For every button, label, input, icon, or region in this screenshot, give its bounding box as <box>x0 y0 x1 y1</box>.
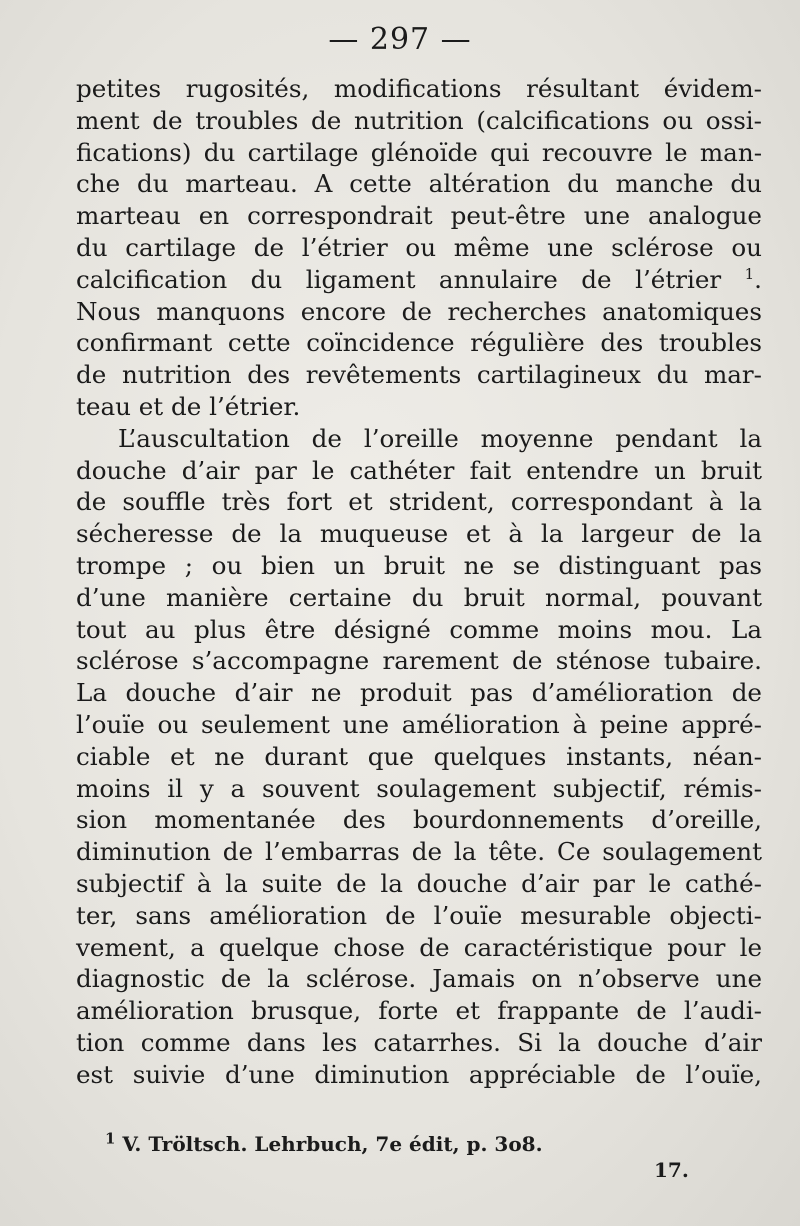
text-line: teau et de l’étrier. <box>76 391 301 421</box>
text-fragment: calcification du ligament annulaire de l’étrier <box>76 264 722 294</box>
punctuation: . <box>754 264 762 294</box>
text-line: ciable et ne durant que quelques instants, néan- <box>76 741 762 771</box>
text-line: confirmant cette coïncidence régulière des troubles <box>76 328 762 358</box>
text-line: fications) du cartilage glénoïde qui recouvre le man- <box>76 137 762 167</box>
text-line-with-note <box>76 264 762 296</box>
text-line: subjectif à la suite de la douche d’air par le cathé- <box>76 868 762 898</box>
text-line: moins il y a souvent soulagement subjectif, rémis- <box>76 773 762 803</box>
text-line: L’auscultation de l’oreille moyenne pendant la <box>118 423 762 453</box>
text-line: diagnostic de la sclérose. Jamais on n’observe une <box>76 964 762 994</box>
text-line: Nous manquons encore de recherches anatomiques <box>76 296 762 326</box>
footnote-text: V. Tröltsch. Lehrbuch, 7e édit, p. 3o8. <box>122 1132 543 1156</box>
text-line: l’ouïe ou seulement une amélioration à peine appré- <box>76 709 762 739</box>
text-line: tout au plus être désigné comme moins mou. La <box>76 614 762 644</box>
footnote-marker: 1 <box>105 1129 116 1148</box>
text-line: amélioration brusque, forte et frappante de l’audi- <box>76 996 762 1026</box>
text-line: tion comme dans les catarrhes. Si la douche d’air <box>76 1027 762 1057</box>
page-number: — 297 — <box>328 22 472 57</box>
text-line: sécheresse de la muqueuse et à la largeur de la <box>76 519 762 549</box>
text-line: ter, sans amélioration de l’ouïe mesurable objecti- <box>76 900 762 930</box>
text-line: ment de troubles de nutrition (calcifications ou ossi- <box>76 105 762 135</box>
text-line: du cartilage de l’étrier ou même une sclérose ou <box>76 232 762 262</box>
text-line: est suivie d’une diminution appréciable de l’ouïe, <box>76 1059 762 1089</box>
text-line: de nutrition des revêtements cartilagineux du mar- <box>76 360 762 390</box>
text-line: marteau en correspondrait peut-être une analogue <box>76 201 762 231</box>
text-line: sclérose s’accompagne rarement de sténose tubaire. <box>76 646 762 676</box>
body-text <box>76 73 762 1091</box>
text-line: diminution de l’embarras de la tête. Ce soulagement <box>76 837 762 867</box>
text-line: douche d’air par le cathéter fait entendre un bruit <box>76 455 762 485</box>
text-line: La douche d’air ne produit pas d’amélioration de <box>76 678 762 708</box>
text-line: d’une manière certaine du bruit normal, pouvant <box>76 582 762 612</box>
text-line: vement, a quelque chose de caractéristique pour le <box>76 932 762 962</box>
text-line: sion momentanée des bourdonnements d’oreille, <box>76 805 762 835</box>
paragraph-2 <box>76 423 762 1091</box>
paragraph-1 <box>76 73 762 423</box>
text-line: petites rugosités, modifications résultant évidem- <box>76 74 762 103</box>
signature-mark: 17. <box>654 1158 689 1182</box>
text-line: che du marteau. A cette altération du manche du <box>76 169 762 199</box>
text-line: trompe ; ou bien un bruit ne se distinguant pas <box>76 550 762 580</box>
footnote <box>105 1129 705 1156</box>
text-line: de souffle très fort et strident, correspondant à la <box>76 487 762 517</box>
footnote-reference[interactable]: 1 <box>744 264 755 283</box>
